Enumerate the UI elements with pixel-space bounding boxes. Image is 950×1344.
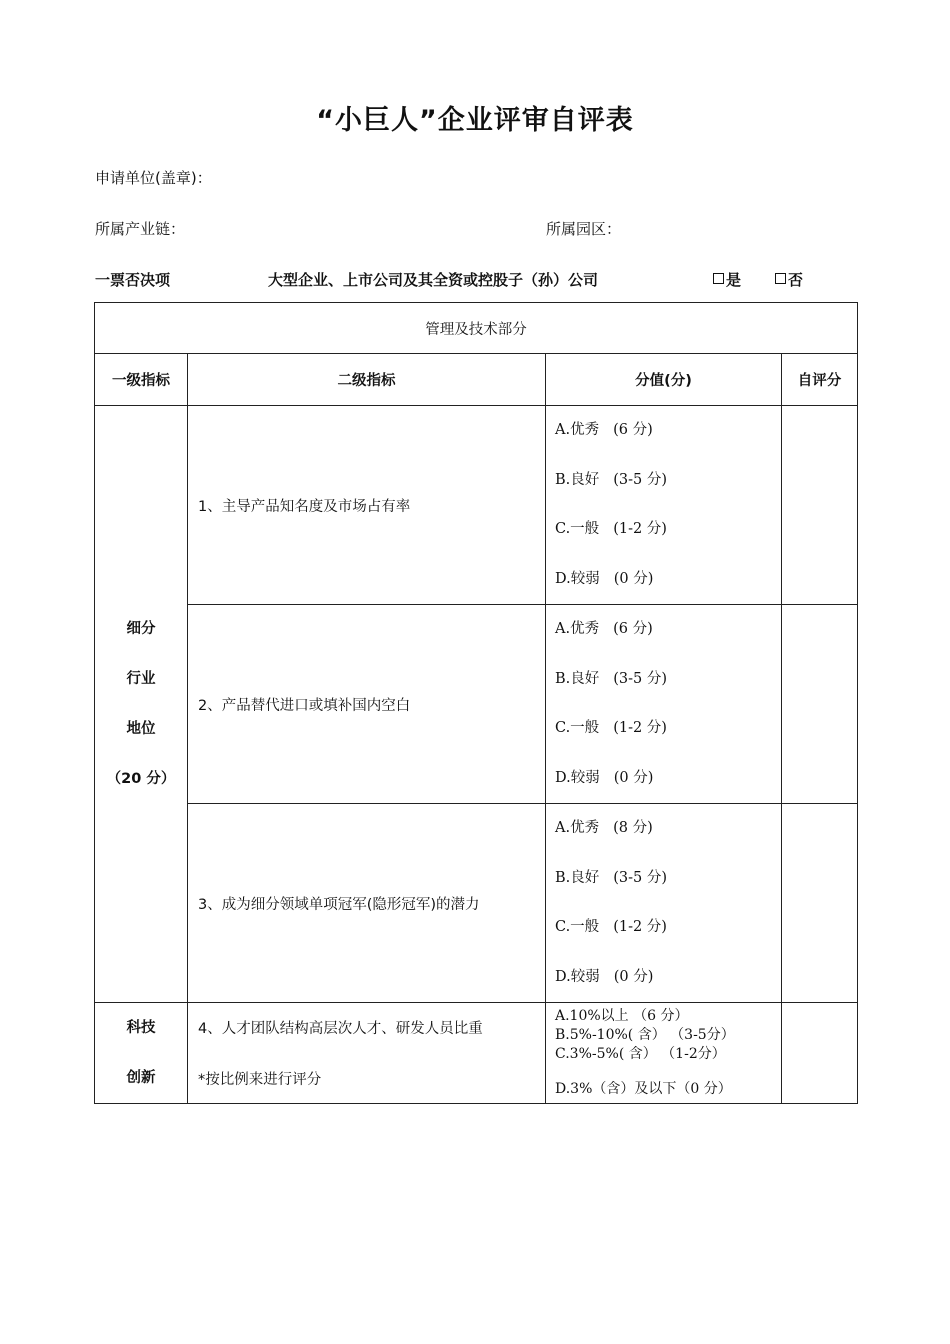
level1-line: 细分: [126, 621, 156, 637]
option-a: A.10%以上 （6 分）: [555, 1008, 689, 1024]
options-1: [546, 406, 782, 605]
indicator-1: 1、主导产品知名度及市场占有率: [188, 406, 546, 605]
option-label: B.良好: [555, 471, 600, 488]
industry-chain-label: 所属产业链：: [95, 220, 186, 238]
veto-label: 一票否决项: [95, 271, 171, 289]
indicator-4: [188, 1003, 546, 1104]
self-score-cell-4[interactable]: [782, 1003, 858, 1104]
yes-checkbox[interactable]: [713, 273, 724, 284]
option-label: D.较弱: [555, 570, 600, 587]
level1-line: 创新: [126, 1070, 156, 1086]
applicant-label: 申请单位(盖章)：: [95, 169, 212, 187]
option-b: [555, 854, 781, 904]
option-label: A.优秀: [555, 422, 600, 438]
self-score-cell-3[interactable]: [782, 804, 858, 1003]
option-value: (0 分): [613, 570, 654, 587]
option-value: (1-2 分): [613, 521, 667, 537]
option-b: [555, 655, 781, 705]
option-a: [555, 804, 781, 854]
option-value: (8 分): [613, 820, 653, 836]
options-3: [546, 804, 782, 1003]
option-d: [555, 555, 781, 605]
level1-line: （20 分）: [106, 771, 176, 787]
option-label: C.一般: [555, 720, 600, 736]
section-title: 管理及技术部分: [95, 303, 858, 354]
options-2: [546, 605, 782, 804]
option-label: C.一般: [555, 521, 600, 537]
self-score-cell-1[interactable]: [782, 406, 858, 605]
option-label: D.较弱: [555, 968, 600, 985]
option-label: A.优秀: [555, 820, 600, 836]
level1-line: 地位: [126, 721, 156, 737]
no-checkbox[interactable]: [775, 273, 786, 284]
option-d: [555, 754, 781, 804]
veto-yes-option[interactable]: [713, 269, 741, 290]
option-d: [555, 953, 781, 1003]
option-b: B.5%-10%( 含） （3-5分）: [555, 1027, 735, 1043]
indicator-3: 3、成为细分领域单项冠军(隐形冠军)的潜力: [188, 804, 546, 1003]
option-b: [555, 456, 781, 506]
option-label: A.优秀: [555, 621, 600, 637]
veto-text: 大型企业、上市公司及其全资或控股子（孙）公司: [268, 271, 599, 289]
option-value: (3-5 分): [613, 670, 668, 687]
option-c: [555, 903, 781, 953]
option-c: [555, 505, 781, 555]
option-a: [555, 406, 781, 456]
veto-no-label: 否: [788, 271, 804, 289]
page-title: “小巨人”企业评审自评表: [316, 105, 634, 136]
option-value: (6 分): [613, 422, 653, 438]
option-a: [555, 605, 781, 655]
evaluation-table: [94, 302, 858, 1104]
option-value: (0 分): [613, 769, 654, 786]
option-value: (3-5 分): [613, 869, 668, 886]
level1-tech-innovation: [95, 1003, 188, 1104]
option-value: (6 分): [613, 621, 653, 637]
option-label: C.一般: [555, 919, 600, 935]
option-value: (1-2 分): [613, 919, 667, 935]
header-self-score: 自评分: [782, 354, 858, 406]
options-4: [546, 1003, 782, 1104]
level1-line: 行业: [126, 671, 156, 687]
option-value: (3-5 分): [613, 471, 668, 488]
option-label: B.良好: [555, 670, 600, 687]
header-level1: 一级指标: [95, 354, 188, 406]
option-c: [555, 704, 781, 754]
level1-line: 科技: [126, 1020, 156, 1036]
option-value: (0 分): [613, 968, 654, 985]
indicator-4-note: *按比例来进行评分: [198, 1072, 322, 1088]
veto-yes-label: 是: [726, 271, 742, 289]
park-label: 所属园区：: [546, 220, 622, 238]
option-label: D.较弱: [555, 769, 600, 786]
level1-segment-position: [95, 406, 188, 1003]
indicator-2: 2、产品替代进口或填补国内空白: [188, 605, 546, 804]
self-score-cell-2[interactable]: [782, 605, 858, 804]
header-score-value: 分值(分): [546, 354, 782, 406]
header-level2: 二级指标: [188, 354, 546, 406]
indicator-4-text: 4、人才团队结构高层次人才、研发人员比重: [198, 1021, 483, 1037]
veto-no-option[interactable]: [775, 269, 803, 290]
option-d: D.3%（含）及以下（0 分）: [555, 1081, 732, 1097]
option-label: B.良好: [555, 869, 600, 886]
option-c: C.3%-5%( 含） （1-2分）: [555, 1046, 726, 1062]
option-value: (1-2 分): [613, 720, 667, 736]
